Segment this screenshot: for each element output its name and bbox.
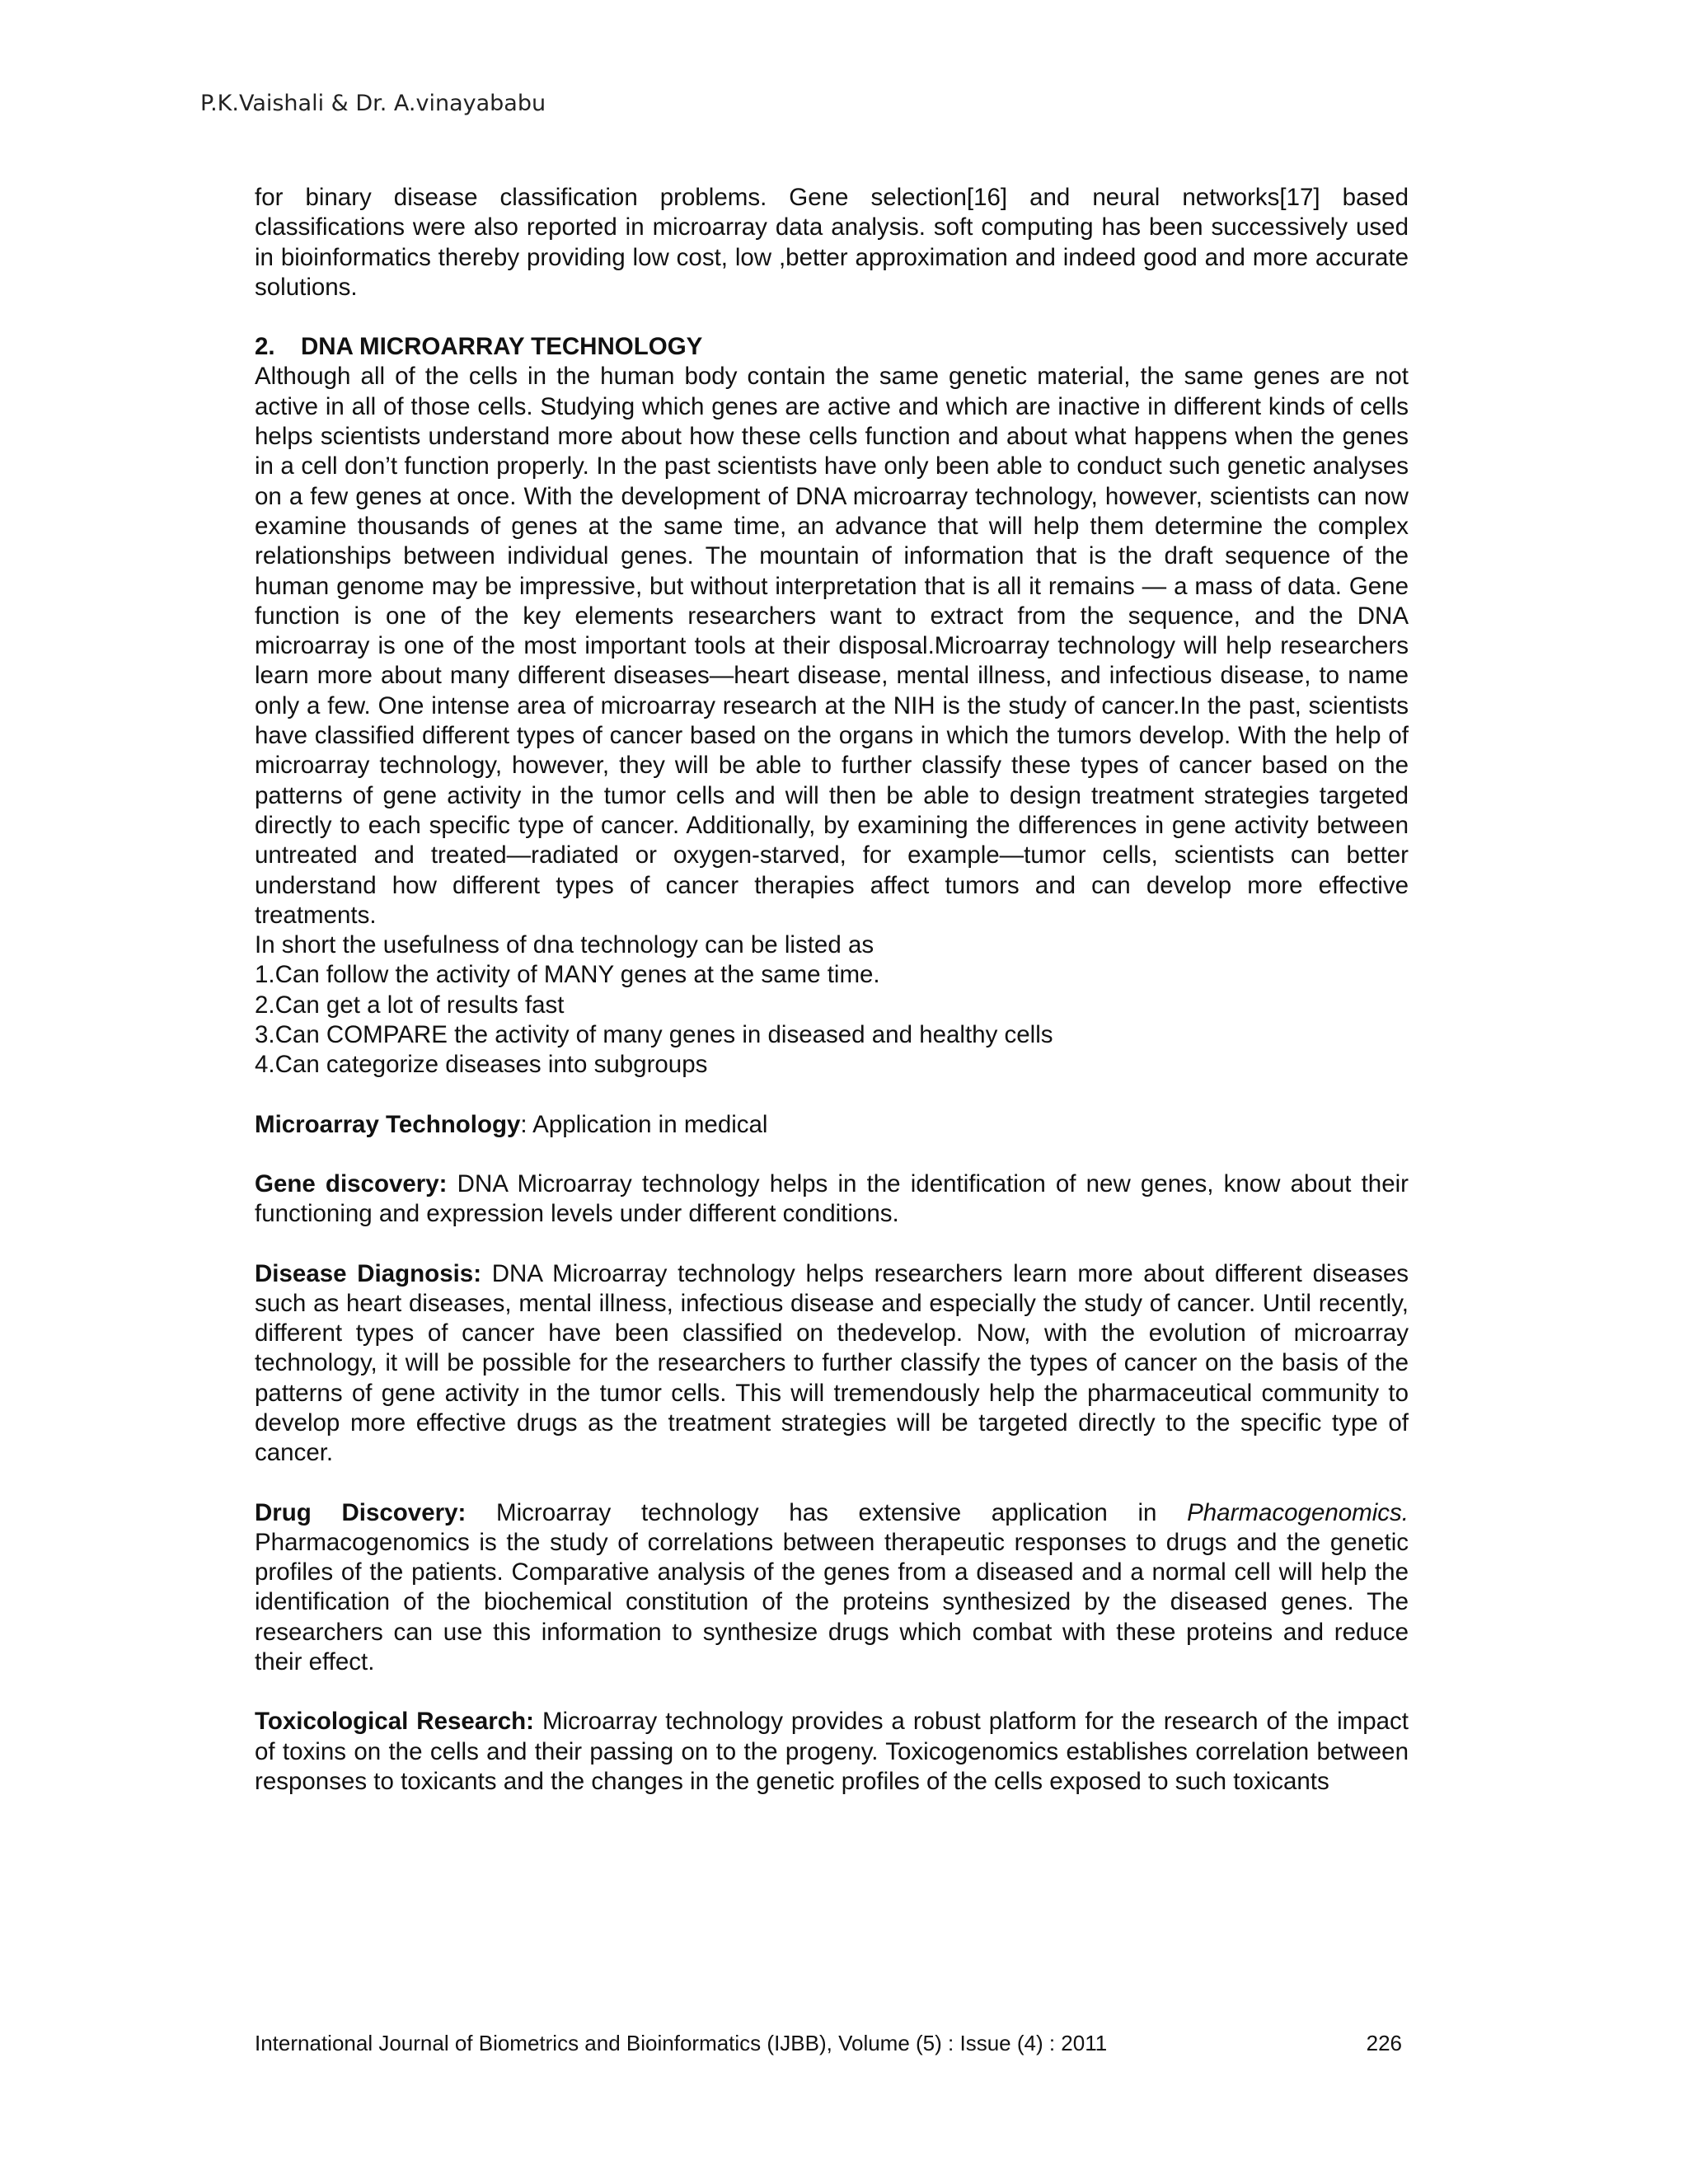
list-item: 3.Can COMPARE the activity of many genes in diseased and healthy cells [255, 1021, 1053, 1049]
gene-discovery-text: DNA Microarray technology helps in the identification of new genes, know about their functioning and expression levels under different conditions. [255, 1169, 1409, 1228]
spacer [255, 1469, 1409, 1498]
drug-discovery-paragraph [255, 1498, 1409, 1678]
disease-diagnosis-paragraph [255, 1259, 1409, 1469]
gene-discovery-paragraph [255, 1169, 1409, 1230]
spacer [255, 1080, 1409, 1110]
applications-heading-rest: : Application in medical [520, 1110, 768, 1138]
spacer [255, 1677, 1409, 1707]
footer-page-number: 226 [1366, 2031, 1402, 2055]
disease-diagnosis-label: Disease Diagnosis: [255, 1259, 482, 1287]
applications-heading-bold: Microarray Technology [255, 1110, 521, 1138]
applications-heading [255, 1110, 1409, 1140]
toxicological-research-paragraph [255, 1707, 1409, 1797]
list-item: 1.Can follow the activity of MANY genes at the same time. [255, 961, 880, 989]
page-header-authors: P.K.Vaishali & Dr. A.vinayababu [200, 91, 546, 116]
disease-diagnosis-text: DNA Microarray technology helps researchers learn more about different diseases such as heart diseases, mental illness, infectious disease and especially the study of cancer. Until recently, different types of cancer have been classified on thedevelop. Now, with the evolution of microarray technology, it will be possible for the researchers to further classify the types of cancer on the basis of the patterns of gene activity in the tumor cells. This will tremendously help the pharmaceutical community to develop more effective drugs as the treatment strategies will be targeted directly to the specific type of cancer. [255, 1259, 1409, 1467]
drug-discovery-text-before: Microarray technology has extensive application in [466, 1498, 1188, 1526]
page-footer [255, 2031, 1409, 2056]
list-item: 2.Can get a lot of results fast [255, 991, 565, 1019]
intro-paragraph: for binary disease classification problems. Gene selection[16] and neural networks[17] based classifications were also reported in microarray data analysis. soft computing has been successively used in bioinformatics thereby providing low cost, low ,better approximation and indeed good and more accurate solutions. [255, 184, 1409, 301]
toxicological-research-label: Toxicological Research: [255, 1708, 534, 1736]
drug-discovery-label: Drug Discovery: [255, 1498, 467, 1526]
page-content [255, 183, 1409, 1797]
spacer [255, 1140, 1409, 1169]
footer-journal-citation: International Journal of Biometrics and Bioinformatics (IJBB), Volume (5) : Issue (4) : 2011 [255, 2031, 1108, 2055]
section-title: DNA MICROARRAY TECHNOLOGY [301, 333, 703, 361]
list-intro: In short the usefulness of dna technology can be listed as [255, 931, 874, 959]
toxicological-research-text: Microarray technology provides a robust platform for the research of the impact of toxins on the cells and their passing on to the progeny. Toxicogenomics establishes correlation between responses to toxicants and the changes in the genetic profiles of the cells exposed to such toxicants [255, 1708, 1409, 1795]
section-number: 2. [255, 333, 275, 361]
drug-discovery-text-after: Pharmacogenomics is the study of correlations between therapeutic responses to drugs and the genetic profiles of the patients. Comparative analysis of the genes from a diseased and a normal cell will help the identification of the biochemical constitution of the proteins synthesized by the diseased genes. The researchers can use this information to synthesize drugs which combat with these proteins and reduce their effect. [255, 1528, 1409, 1676]
section-body-paragraph: Although all of the cells in the human body contain the same genetic material, the same genes are not active in all of those cells. Studying which genes are active and which are inactive in different kinds of cells helps scientists understand more about how these cells function and about what happens when the genes in a cell don’t function properly. In the past scientists have only been able to conduct such genetic analyses on a few genes at once. With the development of DNA microarray technology, however, scientists can now examine thousands of genes at the same time, an advance that will help them determine the complex relationships between individual genes. The mountain of information that is the draft sequence of the human genome may be impressive, but without interpretation that is all it remains — a mass of data. Gene function is one of the key elements researchers want to extract from the sequence, and the DNA microarray is one of the most important tools at their disposal.Microarray technology will help researchers learn more about many different diseases—heart disease, mental illness, and infectious disease, to name only a few. One intense area of microarray research at the NIH is the study of cancer.In the past, scientists have classified different types of cancer based on the organs in which the tumors develop. With the help of microarray technology, however, they will be able to further classify these types of cancer based on the patterns of gene activity in the tumor cells and will then be able to design treatment strategies targeted directly to each specific type of cancer. Additionally, by examining the differences in gene activity between untreated and treated—radiated or oxygen-starved, for example—tumor cells, scientists can better understand how different types of cancer therapies affect tumors and can develop more effective treatments. [255, 363, 1409, 929]
spacer [255, 1230, 1409, 1259]
list-item: 4.Can categorize diseases into subgroups [255, 1051, 708, 1079]
spacer [255, 302, 1409, 332]
gene-discovery-label: Gene discovery: [255, 1169, 448, 1197]
section-heading [255, 332, 1409, 362]
pharmacogenomics-term: Pharmacogenomics. [1187, 1498, 1409, 1526]
